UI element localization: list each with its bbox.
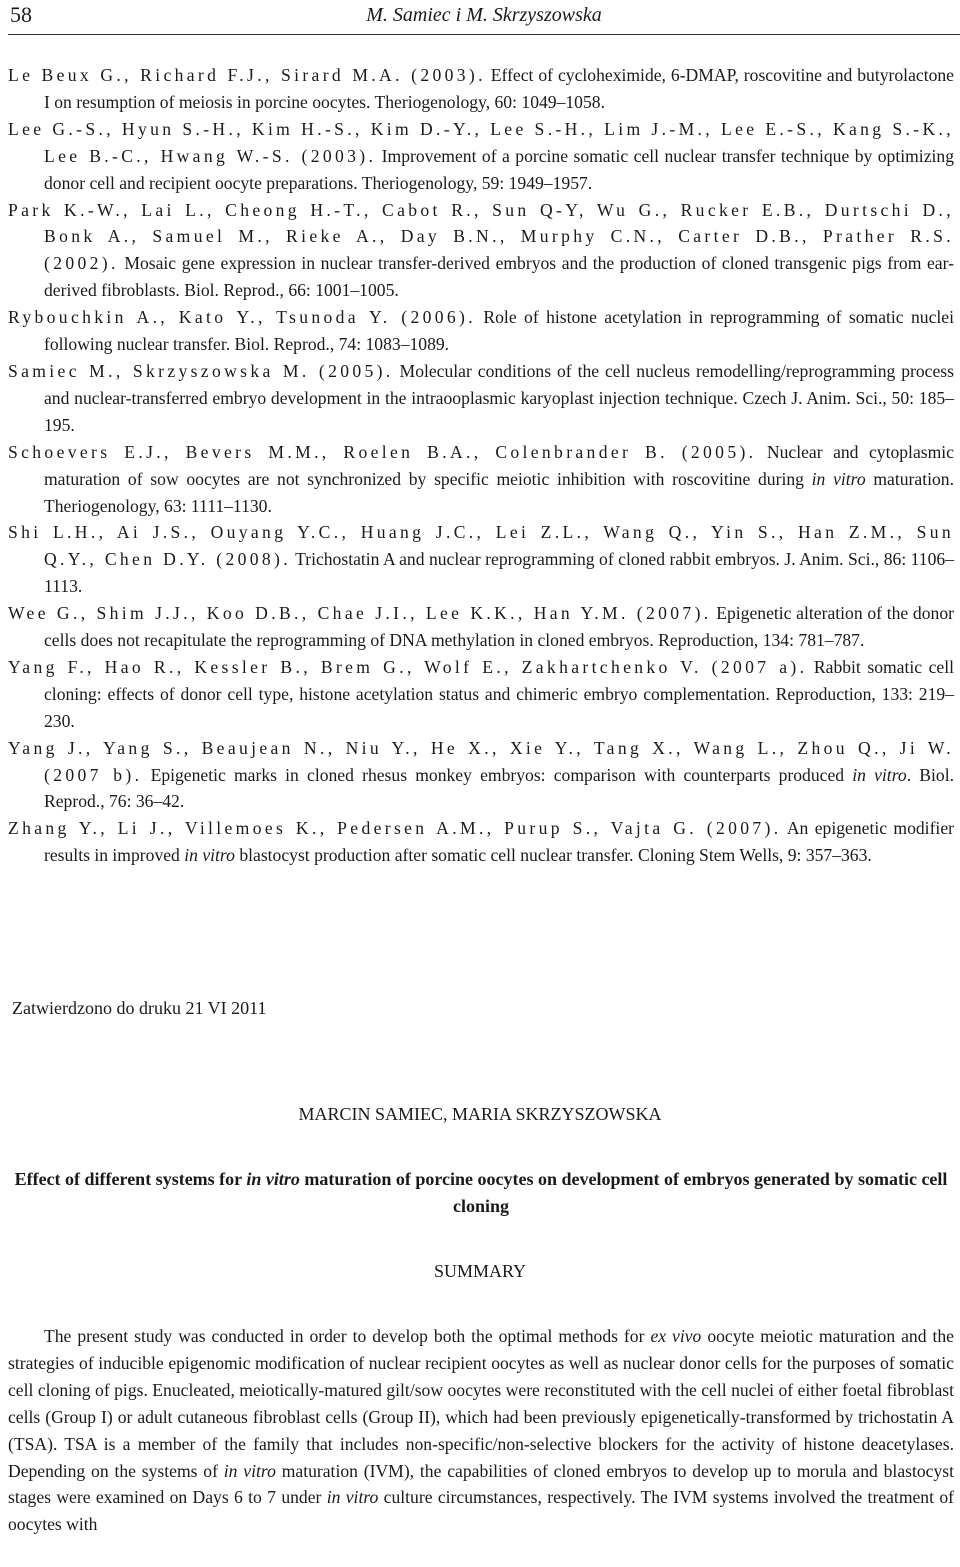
title-text: maturation of porcine oocytes on development of embryos generated by somatic cell cloning — [299, 1169, 948, 1216]
reference-text: Effect of cycloheximide, 6-DMAP, roscovitine and butyrolactone I on resumption of meiosis in porcine oocytes. Theriogenology, 60: 1049–1058. — [44, 65, 954, 112]
reference-authors: Samiec M., Skrzyszowska M. (2005). — [8, 360, 394, 381]
reference-entry — [8, 197, 954, 305]
reference-list — [8, 62, 954, 869]
reference-text: Mosaic gene expression in nuclear transfer-derived embryos and the production of cloned transgenic pigs from ear-derived fibroblasts. Biol. Reprod., 66: 1001–1005. — [44, 253, 954, 301]
title-italic: in vitro — [246, 1169, 300, 1189]
reference-entry — [8, 735, 954, 816]
page-number: 58 — [10, 2, 32, 27]
reference-text: maturation. Theriogenology, 63: 1111–1130. — [44, 468, 954, 516]
reference-entry — [8, 519, 954, 600]
reference-authors: Zhang Y., Li J., Villemoes K., Pedersen A.M., Purup S., Vajta G. (2007). — [8, 818, 782, 839]
summary-paragraph — [8, 1323, 954, 1538]
summary-text: culture circumstances, respectively. The IVM systems involved the treatment of oocytes with — [8, 1487, 954, 1535]
reference-authors: Lee G.-S., Hyun S.-H., Kim H.-S., Kim D.-Y., Lee S.-H., Lim J.-M., Lee E.-S., Kang S.-K., Lee B.-C., Hwang W.-S. (2003). — [8, 118, 954, 166]
reference-text: Improvement of a porcine somatic cell nuclear transfer technique by optimizing donor cell and recipient oocyte preparations. Theriogenology, 59: 1949–1957. — [44, 145, 954, 193]
summary-text: maturation (IVM), the capabilities of cloned embryos to develop up to morula and blastocyst stages were examined on Days 6 to 7 under — [8, 1460, 954, 1508]
page-header — [8, 0, 960, 48]
summary-heading: SUMMARY — [433, 1261, 527, 1281]
summary-italic: ex vivo — [650, 1326, 702, 1346]
summary-text: The present study was conducted in order to develop both the optimal methods for — [44, 1326, 651, 1346]
reference-text: Epigenetic marks in cloned rhesus monkey embryos: comparison with counterparts produced — [142, 764, 853, 785]
reference-entry — [8, 62, 954, 116]
reference-text: Molecular conditions of the cell nucleus remodelling/reprogramming process and nuclear-transferred embryo development in the intraooplasmic karyoplast injection technique. Czech J. Anim. Sci., 50: 185–195. — [44, 360, 954, 435]
reference-entry — [8, 358, 954, 439]
title-text: Effect of different systems for — [14, 1169, 247, 1189]
reference-text: . Biol. Reprod., 76: 36–42. — [44, 764, 954, 812]
reference-entry — [8, 654, 954, 735]
summary-italic: in vitro — [223, 1460, 276, 1481]
reference-italic: in vitro — [811, 468, 866, 489]
reference-authors: Yang F., Hao R., Kessler B., Brem G., Wolf E., Zakhartchenko V. (2007 a). — [8, 656, 808, 677]
reference-entry — [8, 116, 954, 197]
reference-text: Trichostatin A and nuclear reprogramming of cloned rabbit embryos. J. Anim. Sci., 86: 1106–1113. — [44, 549, 954, 597]
reference-entry — [8, 815, 954, 869]
reference-text: blastocyst production after somatic cell nuclear transfer. Cloning Stem Wells, 9: 357–363. — [234, 845, 872, 866]
reference-entry — [8, 439, 954, 520]
reference-text: Role of histone acetylation in reprogramming of somatic nuclei following nuclear transfer. Biol. Reprod., 74: 1083–1089. — [44, 307, 954, 355]
reference-italic: in vitro — [852, 764, 907, 785]
reference-authors: Schoevers E.J., Bevers M.M., Roelen B.A., Colenbrander B. (2005). — [8, 441, 757, 462]
reference-text: An epigenetic modifier results in improved — [44, 818, 954, 866]
running-head: M. Samiec i M. Skrzyszowska — [366, 4, 602, 26]
reference-text: Epigenetic alteration of the donor cells does not recapitulate the reprogramming of DNA methylation in cloned embryos. Reproduction, 134: 781–787. — [44, 603, 954, 651]
summary-text: oocyte meiotic maturation and the strategies of inducible epigenomic modification of nuclear recipient oocytes as well as nuclear donor cells for the purposes of somatic cell cloning of pigs. Enucleated, meiotically-matured gilt/sow oocytes were reconstituted with the cell nuclei of either foetal fibroblast cells (Group I) or adult cutaneous fibroblast cells (Group II), which had been previously epigenetically-transformed by trichostatin A (TSA). TSA is a member of the family that includes non-specific/non-selective blockers for the activity of histone deacetylases. Depending on the systems of — [8, 1326, 954, 1481]
reference-text: Rabbit somatic cell cloning: effects of donor cell type, histone acetylation status and chimeric embryo complementation. Reproduction, 133: 219–230. — [44, 656, 954, 731]
reference-authors: Yang J., Yang S., Beaujean N., Niu Y., He X., Xie Y., Tang X., Wang L., Zhou Q., Ji W. (2007 b). — [8, 737, 954, 785]
article-title — [14, 1166, 948, 1220]
reference-authors: Wee G., Shim J.J., Koo D.B., Chae J.I., Lee K.K., Han Y.M. (2007). — [8, 603, 712, 624]
reference-authors: Le Beux G., Richard F.J., Sirard M.A. (2003). — [8, 65, 486, 85]
reference-authors: Park K.-W., Lai L., Cheong H.-T., Cabot R., Sun Q-Y, Wu G., Rucker E.B., Durtschi D., Bonk A., Samuel M., Rieke A., Day B.N., Murphy C.N., Carter D.B., Prather R.S. (2002). — [8, 199, 954, 274]
reference-authors: Shi L.H., Ai J.S., Ouyang Y.C., Huang J.C., Lei Z.L., Wang Q., Yin S., Han Z.M., Sun Q.Y., Chen D.Y. (2008). — [8, 522, 954, 570]
reference-text: Nuclear and cytoplasmic maturation of sow oocytes are not synchronized by specific meiotic inhibition with roscovitine during — [44, 441, 954, 489]
reference-entry — [8, 304, 954, 358]
reference-authors: Rybouchkin A., Kato Y., Tsunoda Y. (2006). — [8, 307, 476, 328]
reference-italic: in vitro — [184, 845, 235, 866]
summary-italic: in vitro — [326, 1487, 379, 1508]
approval-note: Zatwierdzono do druku 21 VI 2011 — [12, 998, 267, 1018]
header-rule — [8, 34, 960, 35]
article-authors: MARCIN SAMIEC, MARIA SKRZYSZOWSKA — [298, 1104, 662, 1124]
reference-entry — [8, 600, 954, 654]
